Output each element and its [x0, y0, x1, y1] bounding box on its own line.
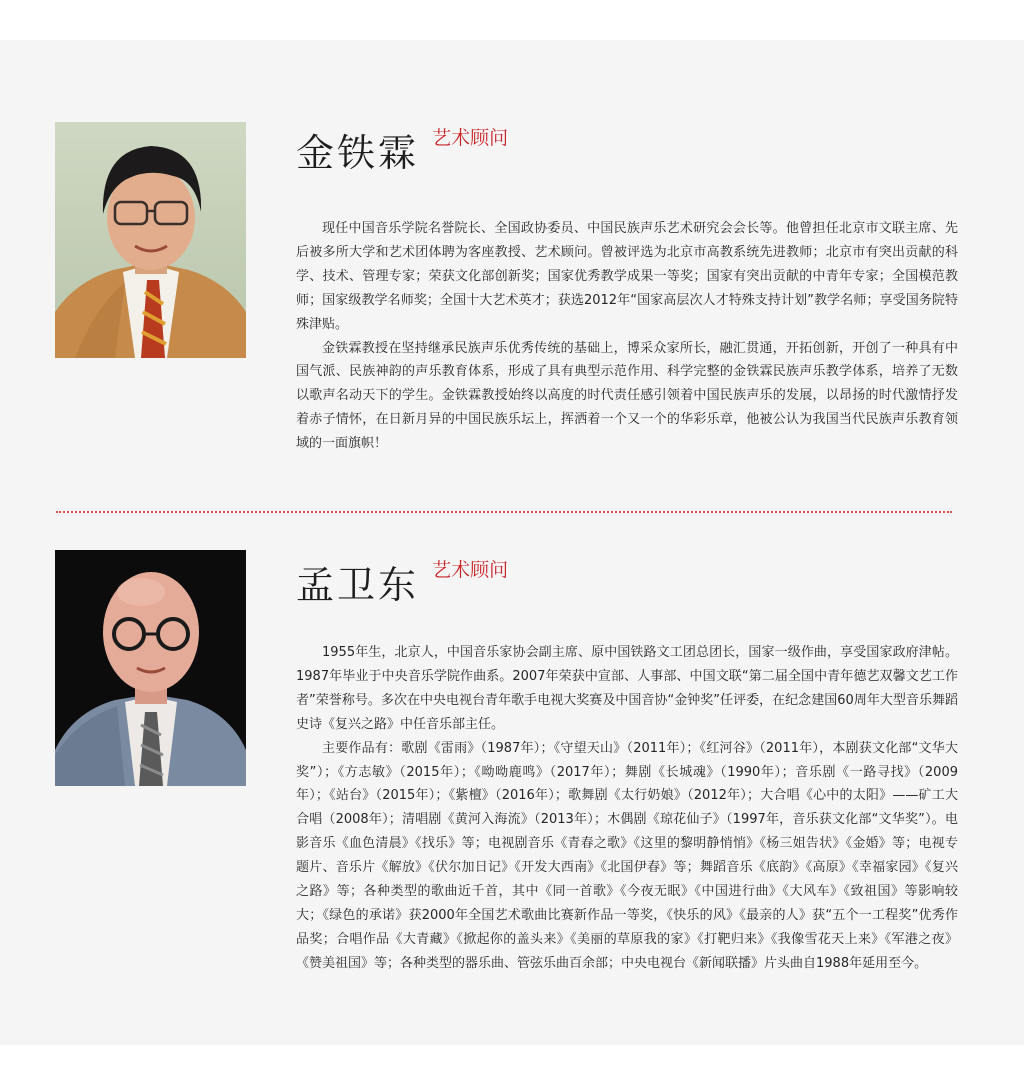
- section-divider: [56, 511, 952, 513]
- portrait-photo: [55, 550, 246, 786]
- portrait-photo: [55, 122, 246, 358]
- role-label: 艺术顾问: [432, 127, 509, 149]
- brochure-page: [0, 40, 1024, 1045]
- bio-paragraph: 1955年生，北京人，中国音乐家协会副主席、原中国铁路文工团总团长，国家一级作曲，享受国家政府津帖。1987年毕业于中央音乐学院作曲系。2007年荣获中宣部、人事部、中国文联“第二届全国中青年德艺双馨文艺工作者”荣誉称号。多次在中央电视台青年歌手电视大奖赛及中国音协“金钟奖”任评委，在纪念建国60周年大型音乐舞蹈史诗《复兴之路》中任音乐部主任。: [296, 645, 958, 732]
- portrait-illustration: [55, 550, 246, 786]
- bio-paragraph: 现任中国音乐学院名誉院长、全国政协委员、中国民族声乐艺术研究会会长等。他曾担任北京市文联主席、先后被多所大学和艺术团体聘为客座教授、艺术顾问。曾被评选为北京市高教系统先进教师；北京市有突出贡献的科学、技术、管理专家；荣获文化部创新奖；国家优秀教学成果一等奖；国家有突出贡献的中青年专家；全国模范教师；国家级教学名师奖；全国十大艺术英才；获选2012年“国家高层次人才特殊支持计划”教学名师；享受国务院特殊津贴。: [296, 221, 958, 332]
- biography: [296, 217, 958, 456]
- portrait-illustration: [55, 122, 246, 358]
- biography: [296, 641, 958, 976]
- role-label: 艺术顾问: [432, 559, 509, 581]
- bio-paragraph: 主要作品有：歌剧《雷雨》（1987年）；《守望天山》（2011年）；《红河谷》（2011年），本剧获文化部“文华大奖”）；《方志敏》（2015年）；《呦呦鹿鸣》（2017年）；舞剧《长城魂》（1990年）；音乐剧《一路寻找》（2009年）；《站台》（2015年）；《紫檀》（2016年）；歌舞剧《太行奶娘》（2012年）；大合唱《心中的太阳》——矿工大合唱（2008年）；清唱剧《黄河入海流》（2013年）；木偶剧《琼花仙子》（1997年，音乐获文化部“文华奖”）。电影音乐《血色清晨》《找乐》等；电视剧音乐《青春之歌》《这里的黎明静悄悄》《杨三姐告状》《金婚》等；电视专题片、音乐片《解放》《伏尔加日记》《开发大西南》《北国伊春》等；舞蹈音乐《底韵》《高原》《幸福家园》《复兴之路》等；各种类型的歌曲近千首，其中《同一首歌》《今夜无眠》《中国进行曲》《大风车》《致祖国》等影响较大；《绿色的承诺》获2000年全国艺术歌曲比赛新作品一等奖，《快乐的风》《最亲的人》获“五个一工程奖”优秀作品奖；合唱作品《大青藏》《掀起你的盖头来》《美丽的草原我的家》《打靶归来》《我像雪花天上来》《军港之夜》《赞美祖国》等；各种类型的器乐曲、管弦乐曲百余部；中央电视台《新闻联播》片头曲自1988年延用至今。: [296, 740, 958, 971]
- person-name: 孟卫东: [296, 563, 420, 607]
- profile-header: [296, 120, 508, 177]
- person-name: 金铁霖: [296, 131, 420, 175]
- bio-paragraph: 金铁霖教授在坚持继承民族声乐优秀传统的基础上，博采众家所长，融汇贯通，开拓创新，开创了一种具有中国气派、民族神韵的声乐教育体系，形成了具有典型示范作用、科学完整的金铁霖民族声乐教学体系，培养了无数以歌声名动天下的学生。金铁霖教授始终以高度的时代责任感引领着中国民族声乐的发展，以昂扬的时代激情抒发着赤子情怀，在日新月异的中国民族乐坛上，挥洒着一个又一个的华彩乐章，他被公认为我国当代民族声乐教育领域的一面旗帜！: [296, 340, 958, 452]
- profile-header: [296, 547, 508, 609]
